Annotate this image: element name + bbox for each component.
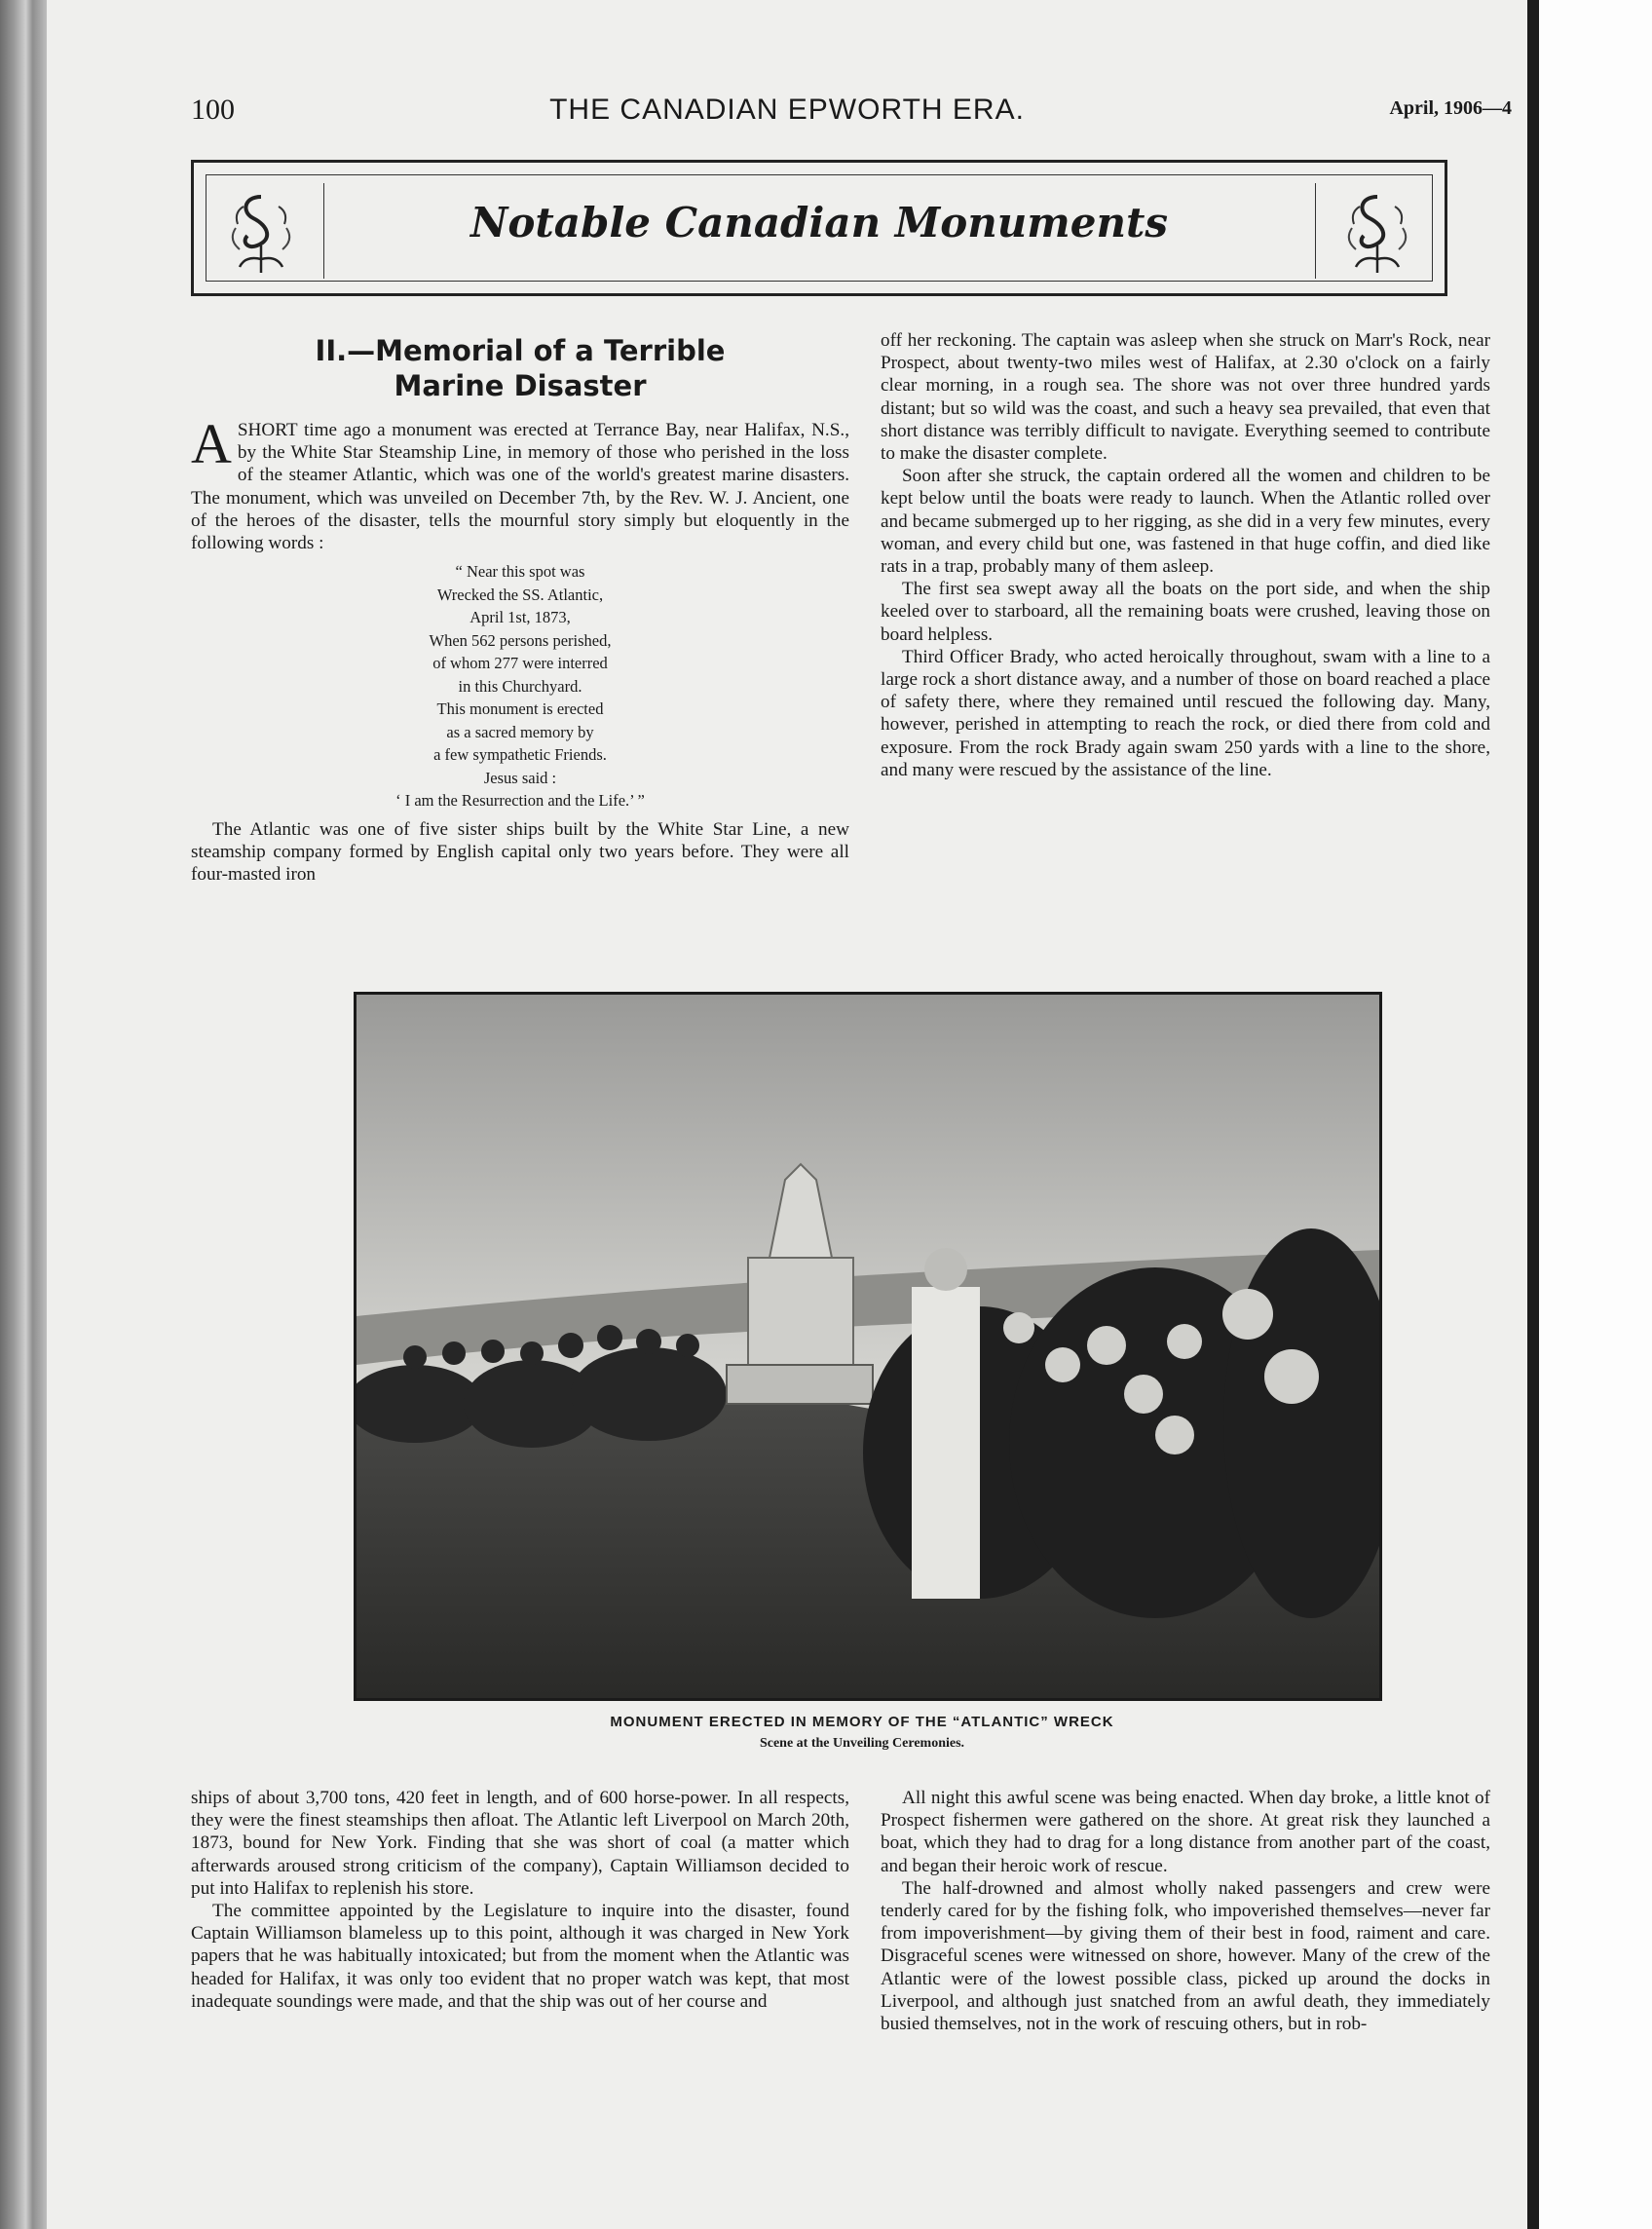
article-title (191, 333, 849, 403)
inscription-line: When 562 persons perished, (429, 630, 612, 650)
paragraph: The committee appointed by the Legislature to inquire into the disaster, found Captain Williamson blameless up to this point, although it was charged in New York papers that he was habitually intoxicated; but from the moment when the Atlantic was headed for Halifax, it was only too evident that no proper watch was kept, that most inadequate soundings were made, and that the ship was out of her course and (191, 1901, 849, 2012)
banner-title: Notable Canadian Monuments (469, 199, 1169, 246)
section-banner (191, 160, 1447, 296)
paragraph: Soon after she struck, the captain ordered all the women and children to be kept below until the boats were ready to launch. When the Atlantic rolled over and became submerged up to her rigging, as she did in a very few minutes, every woman, and every child but one, was fastened in that huge coffin, and died like rats in a trap, probably many of them asleep. (881, 466, 1490, 578)
opening-paragraph (191, 412, 849, 554)
caption-title: MONUMENT ERECTED IN MEMORY OF THE “ATLANTIC” WRECK (610, 1714, 1114, 1730)
gutter-shadow (1527, 0, 1539, 2229)
article-title-line-2: Marine Disaster (394, 369, 647, 402)
paragraph: All night this awful scene was being enacted. When day broke, a little knot of Prospect fishermen were gathered on the shore. At great risk they launched a boat, which they had to drag for a long distance from another part of the coast, and began their heroic work of rescue. (881, 1788, 1490, 1876)
inscription-line: in this Churchyard. (458, 676, 582, 696)
monument-inscription (191, 560, 849, 812)
opening-text: SHORT time ago a monument was erected at Terrance Bay, near Halifax, N.S., by the White Star Steamship Line, in memory of those who perished in the loss of the steamer Atlantic, which was one of the world's greatest marine disasters. The monument, which was unveiled on December 7th, by the Rev. W. J. Ancient, one of the heroes of the disaster, tells the mournful story simply but eloquently in the following words : (191, 420, 849, 554)
article-column-2 (881, 329, 1490, 781)
photo-caption (191, 1714, 1533, 1752)
paragraph: The Atlantic was one of five sister ships built by the White Star Line, a new steamship company formed by English capital only two years before. They were all four-masted iron (191, 818, 849, 886)
page-margin-right (1527, 0, 1652, 2229)
article-column-1 (191, 329, 849, 886)
floral-monogram-icon (214, 183, 308, 279)
paragraph: off her reckoning. The captain was asleep when she struck on Marr's Rock, near Prospect, about twenty-two miles west of Halifax, at 2.30 o'clock on a fairly clear morning, in a rough sea. The shore was not over three hundred yards distant; but so wild was the coast, and such a heavy sea prevailed, that even that short distance was terribly difficult to navigate. Everything seemed to contribute to make the disaster complete. (881, 330, 1490, 465)
inscription-line: of whom 277 were interred (432, 654, 608, 673)
drop-cap: A (191, 412, 232, 475)
photo-illustration (357, 995, 1379, 1698)
inscription-line: as a sacred memory by (446, 722, 594, 741)
article-title-line-1: II.—Memorial of a Terrible (315, 334, 726, 367)
inscription-line: ‘ I am the Resurrection and the Life.’ ” (395, 791, 645, 811)
banner-inner-frame (206, 174, 1433, 282)
article-column-4 (881, 1787, 1490, 2035)
paragraph: Third Officer Brady, who acted heroically throughout, swam with a line to a large rock a short distance away, and a number of those on board reached a place of safety there, where they remained until rescued the following day. Many, however, perished in attempting to reach the rock, or died there from cold and exposure. From the rock Brady again swam 250 yards with a line to the shore, and many were rescued by the assistance of the line. (881, 646, 1490, 780)
caption-subtitle: Scene at the Unveiling Ceremonies. (759, 1736, 965, 1751)
banner-divider (1315, 183, 1316, 279)
paragraph: The first sea swept away all the boats on the port side, and when the ship keeled over to starboard, all the remaining boats were crushed, leaving those on board helpless. (881, 579, 1490, 645)
inscription-line: This monument is erected (436, 699, 604, 719)
inscription-line: a few sympathetic Friends. (433, 745, 607, 765)
journal-title: THE CANADIAN EPWORTH ERA. (549, 94, 1025, 126)
paragraph: The half-drowned and almost wholly naked passengers and crew were tenderly cared for by the fishing folk, who impoverished themselves—never far from impoverishment—by giving them of their best in food, raiment and care. Disgraceful scenes were witnessed on shore, however. Many of the crew of the Atlantic were of the lowest possible class, picked up around the docks in Liverpool, and although just snatched from an awful death, they immediately busied themselves, not in the work of rescuing others, but in rob- (881, 1877, 1490, 2035)
floral-monogram-icon (1331, 183, 1424, 279)
magazine-page (47, 0, 1527, 2229)
paragraph: ships of about 3,700 tons, 420 feet in length, and of 600 horse-power. In all respects, they were the finest steamships then afloat. The Atlantic left Liverpool on March 20th, 1873, bound for New York. Finding that she was short of coal (a matter which afterwards aroused strong criticism of the company), Captain Williamson decided to put into Halifax to replenish his store. (191, 1788, 849, 1899)
inscription-line: “ Near this spot was (455, 562, 585, 582)
inscription-line: Wrecked the SS. Atlantic, (436, 585, 604, 604)
banner-divider (323, 183, 324, 279)
inscription-line: April 1st, 1873, (469, 608, 571, 627)
page-number: 100 (191, 94, 235, 126)
monument-photograph (354, 992, 1382, 1701)
issue-date: April, 1906—4 (1389, 97, 1512, 119)
article-column-3 (191, 1787, 849, 2013)
inscription-line: Jesus said : (483, 768, 557, 787)
running-head (47, 94, 1527, 132)
book-binding-edge (0, 0, 47, 2229)
